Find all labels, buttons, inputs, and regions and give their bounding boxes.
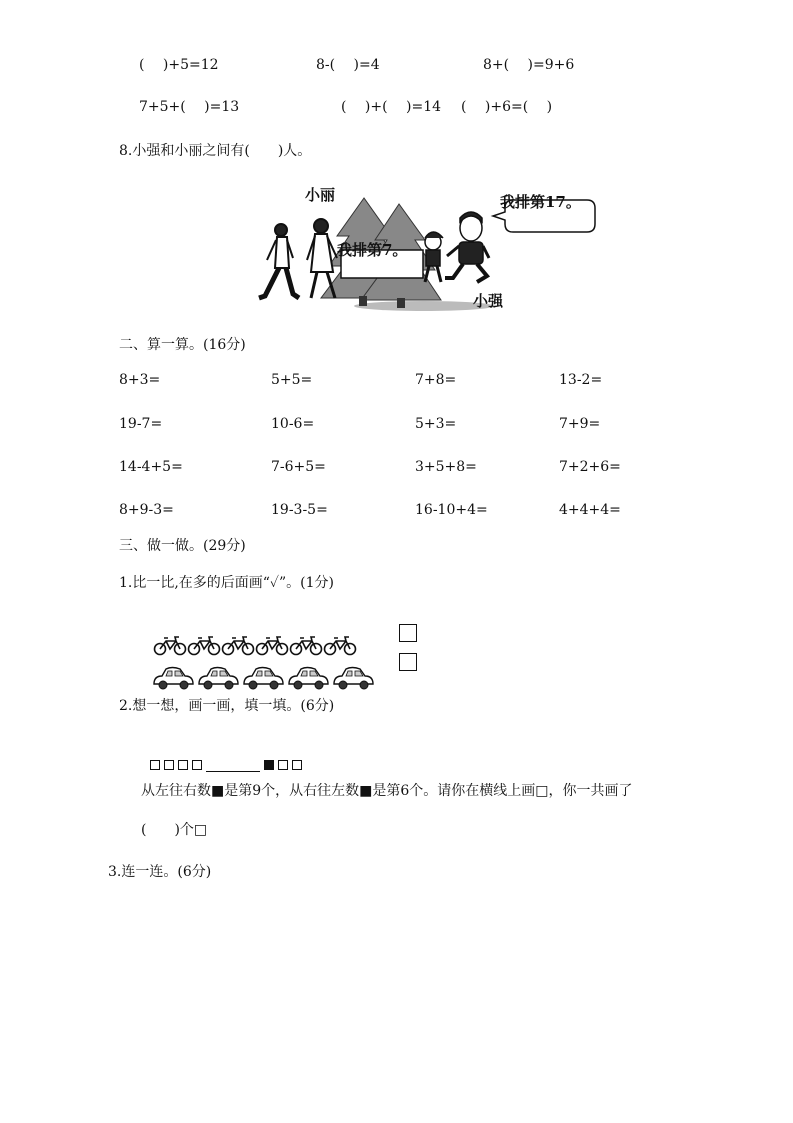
speech-text-right: 我排第17。 [500, 193, 581, 211]
calc-4-2: 19-3-5= [271, 502, 328, 518]
empty-square [150, 760, 160, 770]
car-icon [154, 668, 193, 690]
calc-4-3: 16-10+4= [415, 502, 488, 518]
calc-1-4: 13-2= [559, 372, 603, 388]
question-3-2-answer: ( )个□ [141, 822, 208, 838]
filled-square [264, 760, 274, 770]
calc-2-4: 7+9= [559, 416, 601, 432]
equation-3: 8+( )=9+6 [483, 57, 575, 73]
label-xiaoli: 小丽 [305, 186, 336, 204]
cars-drawing [152, 664, 392, 692]
section-3-heading: 三、做一做。(29分) [119, 538, 246, 554]
car-icon [244, 668, 283, 690]
calc-2-3: 5+3= [415, 416, 457, 432]
calc-2-2: 10-6= [271, 416, 315, 432]
calc-1-2: 5+5= [271, 372, 313, 388]
calc-4-4: 4+4+4= [559, 502, 621, 518]
calc-1-1: 8+3= [119, 372, 161, 388]
man-figure [259, 224, 299, 298]
empty-square [292, 760, 302, 770]
question-8: 8.小强和小丽之间有( )人。 [119, 143, 312, 159]
empty-square [164, 760, 174, 770]
boy-figure [445, 212, 489, 282]
answer-box-bikes[interactable] [399, 624, 417, 642]
child-figure [425, 232, 443, 282]
speech-text-left: 我排第7。 [337, 241, 408, 259]
question-3-1: 1.比一比,在多的后面画“✓”。(1分) [119, 575, 334, 591]
bike-row [145, 617, 365, 641]
car-row [143, 648, 383, 676]
draw-line[interactable] [206, 759, 260, 772]
question-3-2-text: 从左往右数■是第9个，从右往左数■是第6个。请你在横线上画□，你一共画了 [141, 783, 633, 799]
answer-box-cars[interactable] [399, 653, 417, 671]
calc-4-1: 8+9-3= [119, 502, 174, 518]
equation-6: ( )+6=( ) [461, 99, 553, 115]
equation-1: ( )+5=12 [139, 57, 219, 73]
car-icon [334, 668, 373, 690]
square-sequence [141, 741, 306, 759]
question-3-2: 2.想一想，画一画，填一填。(6分) [119, 698, 335, 714]
calc-2-1: 19-7= [119, 416, 163, 432]
car-icon [199, 668, 238, 690]
calc-3-4: 7+2+6= [559, 459, 621, 475]
equation-4: 7+5+( )=13 [139, 99, 240, 115]
section-2-heading: 二、算一算。(16分) [119, 337, 246, 353]
calc-1-3: 7+8= [415, 372, 457, 388]
empty-square [178, 760, 188, 770]
equation-2: 8-( )=4 [316, 57, 380, 73]
equation-5: ( )+( )=14 [341, 99, 442, 115]
empty-square [192, 760, 202, 770]
calc-3-1: 14-4+5= [119, 459, 183, 475]
car-icon [289, 668, 328, 690]
woman-figure [307, 219, 337, 298]
calc-3-3: 3+5+8= [415, 459, 477, 475]
question-3-3: 3.连一连。(6分) [108, 864, 212, 880]
empty-square [278, 760, 288, 770]
calc-3-2: 7-6+5= [271, 459, 326, 475]
label-xiaoqiang: 小强 [473, 292, 504, 310]
queue-illustration [240, 170, 600, 320]
